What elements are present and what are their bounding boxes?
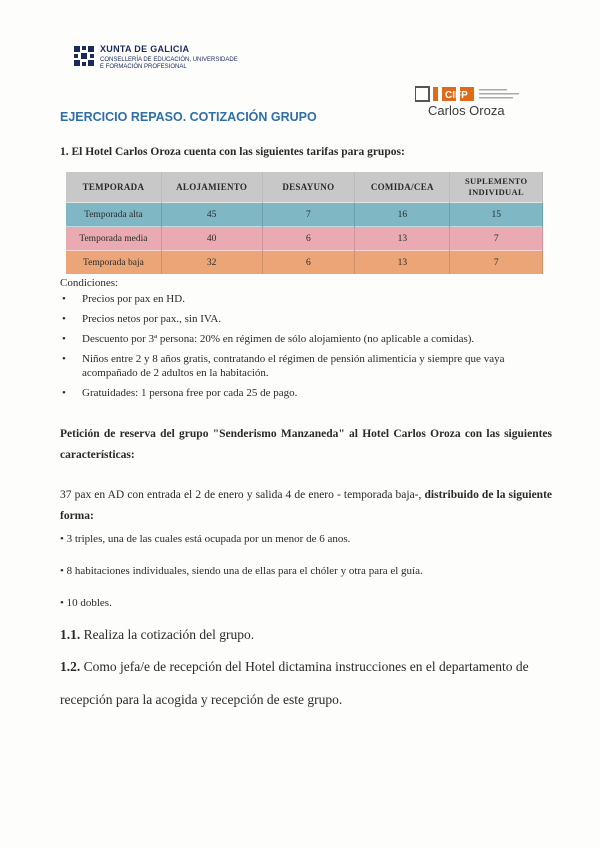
header-comida: COMIDA/CEA	[355, 172, 450, 203]
table-cell: Temporada baja	[66, 251, 161, 275]
question-1: 1. El Hotel Carlos Oroza cuenta con las siguientes tarifas para grupos:	[60, 146, 405, 158]
request-paragraph: Petición de reserva del grupo "Senderismo Manzaneda" al Hotel Carlos Oroza con las siguientes características:	[60, 428, 552, 461]
table-header-row	[66, 172, 543, 203]
table-cell: Temporada media	[66, 227, 161, 251]
xunta-department: CONSELLERÍA DE EDUCACIÓN, UNIVERSIDADE E FORMACIÓN PROFESIONAL	[100, 57, 238, 70]
xunta-logo-icon	[72, 44, 96, 68]
conditions-title: Condiciones:	[60, 277, 119, 289]
distribution-paragraph	[60, 485, 552, 527]
page-title: EJERCICIO REPASO. COTIZACIÓN GRUPO	[60, 110, 317, 124]
list-item: • Precios por pax en HD.	[60, 292, 550, 306]
task-item	[60, 618, 555, 651]
distribution-item: • 10 dobles.	[60, 597, 112, 609]
task-number: 1.1.	[60, 627, 81, 642]
cifp-letters: CIFP	[445, 90, 468, 101]
table-cell: 7	[450, 227, 543, 251]
list-item: • Niños entre 2 y 8 años gratis, contratando el régimen de pensión alimenticia y siempre que vaya acompañado de 2 adultos en la habitación.	[60, 352, 550, 380]
task-number: 1.2.	[60, 659, 81, 674]
header-alojamiento: ALOJAMIENTO	[161, 172, 262, 203]
header-suplemento: SUPLEMENTO INDIVIDUAL	[450, 172, 543, 203]
header-temporada: TEMPORADA	[66, 172, 161, 203]
table-cell: 45	[161, 203, 262, 227]
table-cell: 15	[450, 203, 543, 227]
table-cell: 13	[355, 251, 450, 275]
list-item: • Gratuidades: 1 persona free por cada 25 de pago.	[60, 386, 550, 400]
table-cell: 6	[262, 251, 355, 275]
list-item: • Precios netos por pax., sin IVA.	[60, 312, 550, 326]
table-cell: Temporada alta	[66, 203, 161, 227]
table-row	[66, 251, 543, 275]
cifp-logo-icon	[415, 86, 525, 102]
header-desayuno: DESAYUNO	[262, 172, 355, 203]
task-text: Realiza la cotización del grupo.	[83, 627, 255, 642]
task-item	[60, 650, 555, 716]
xunta-name: XUNTA DE GALICIA	[100, 44, 190, 54]
distribution-intro-bold: distribuido de la siguiente forma:	[60, 489, 553, 522]
distribution-item: • 3 triples, una de las cuales está ocupada por un menor de 6 anos.	[60, 533, 351, 545]
table-cell: 16	[355, 203, 450, 227]
table-cell: 13	[355, 227, 450, 251]
table-cell: 6	[262, 227, 355, 251]
conditions-list	[60, 292, 550, 406]
table-cell: 32	[161, 251, 262, 275]
table-cell: 7	[450, 251, 543, 275]
rates-table	[66, 172, 543, 274]
cifp-name: Carlos Oroza	[428, 103, 505, 118]
table-row	[66, 203, 543, 227]
distribution-item: • 8 habitaciones individuales, siendo una de ellas para el chóler y otra para el guía.	[60, 565, 423, 577]
distribution-intro: 37 pax en AD con entrada el 2 de enero y salida 4 de enero - temporada baja-,	[60, 489, 422, 501]
table-cell: 7	[262, 203, 355, 227]
table-row	[66, 227, 543, 251]
task-text: Como jefa/e de recepción del Hotel dictamina instrucciones en el departamento de recepción para la acogida y recepción de este grupo.	[60, 659, 529, 707]
table-cell: 40	[161, 227, 262, 251]
list-item: • Descuento por 3ª persona: 20% en régimen de sólo alojamiento (no aplicable a comidas).	[60, 332, 550, 346]
